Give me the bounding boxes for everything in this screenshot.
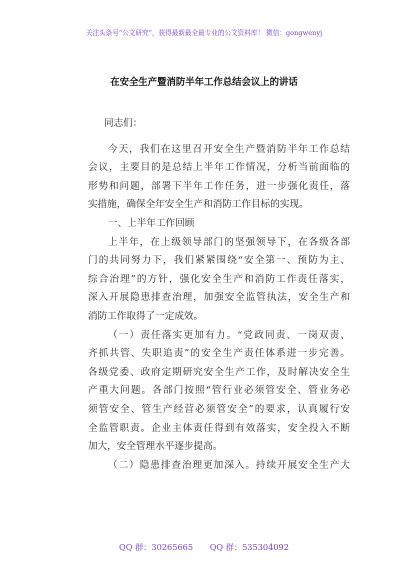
paragraph-line: 全监管职责。企业主体责任得到有效落实，安全投入不断 bbox=[88, 422, 350, 434]
document-body bbox=[88, 115, 350, 475]
paragraph-line: 综合治理”的方针，强化安全生产和消防工作责任落实， bbox=[88, 273, 350, 285]
paragraph-line: 深入开展隐患排查治理，加强安全监管执法，安全生产和 bbox=[88, 292, 350, 304]
paragraph-line: 须管安全、管生产经营必须管安全”的要求，认真履行安 bbox=[88, 403, 350, 415]
paragraph-line: 加大，安全管理水平逐步提高。 bbox=[88, 441, 223, 453]
header-banner: 关注头条号“公文研究”，获得最新最全最专业的公文资料库！ 微信：gongwenyj bbox=[85, 29, 323, 37]
paragraph-line: 会议，主要目的是总结上半年工作情况，分析当前面临的 bbox=[88, 162, 350, 174]
paragraph-line: 各级党委、政府定期研究安全生产工作，及时解决安全生 bbox=[88, 366, 350, 378]
paragraph-line: （二）隐患排查治理更加深入。持续开展安全生产大 bbox=[108, 459, 350, 471]
section-heading bbox=[88, 215, 350, 234]
paragraph-hazard bbox=[88, 457, 350, 476]
paragraph-line: 实措施，确保全年安全生产和消防工作目标的实现。 bbox=[88, 199, 309, 211]
footer-contacts bbox=[0, 542, 408, 553]
paragraph-line: 消防工作取得了一定成效。 bbox=[88, 310, 204, 322]
qq-group-2: QQ 群：535304092 bbox=[209, 542, 289, 552]
paragraph-responsibility bbox=[88, 327, 350, 457]
paragraph-line: 今天，我们在这里召开安全生产暨消防半年工作总结 bbox=[108, 143, 350, 155]
document-title: 在安全生产暨消防半年工作总结会议上的讲话 bbox=[110, 77, 298, 88]
paragraph-intro bbox=[88, 141, 350, 215]
paragraph-line: 门的共同努力下，我们紧紧围绕“安全第一、预防为主、 bbox=[88, 255, 350, 267]
paragraph-line: （一）责任落实更加有力。“党政同责、一岗双责、 bbox=[108, 329, 350, 341]
qq-group-1: QQ 群：30265665 bbox=[119, 542, 194, 552]
paragraph-line: 形势和问题，部署下半年工作任务，进一步强化责任，落 bbox=[88, 180, 350, 192]
salutation: 同志们： bbox=[104, 118, 143, 129]
section-heading-text: 一、上半年工作回顾 bbox=[108, 217, 195, 229]
paragraph-line: 上半年，在上级领导部门的坚强领导下，在各级各部 bbox=[108, 236, 350, 248]
paragraph-review bbox=[88, 234, 350, 327]
paragraph-line: 产重大问题。各部门按照“管行业必须管安全、管业务必 bbox=[88, 385, 350, 397]
paragraph-line: 齐抓共管、失职追责”的安全生产责任体系进一步完善。 bbox=[88, 348, 350, 360]
